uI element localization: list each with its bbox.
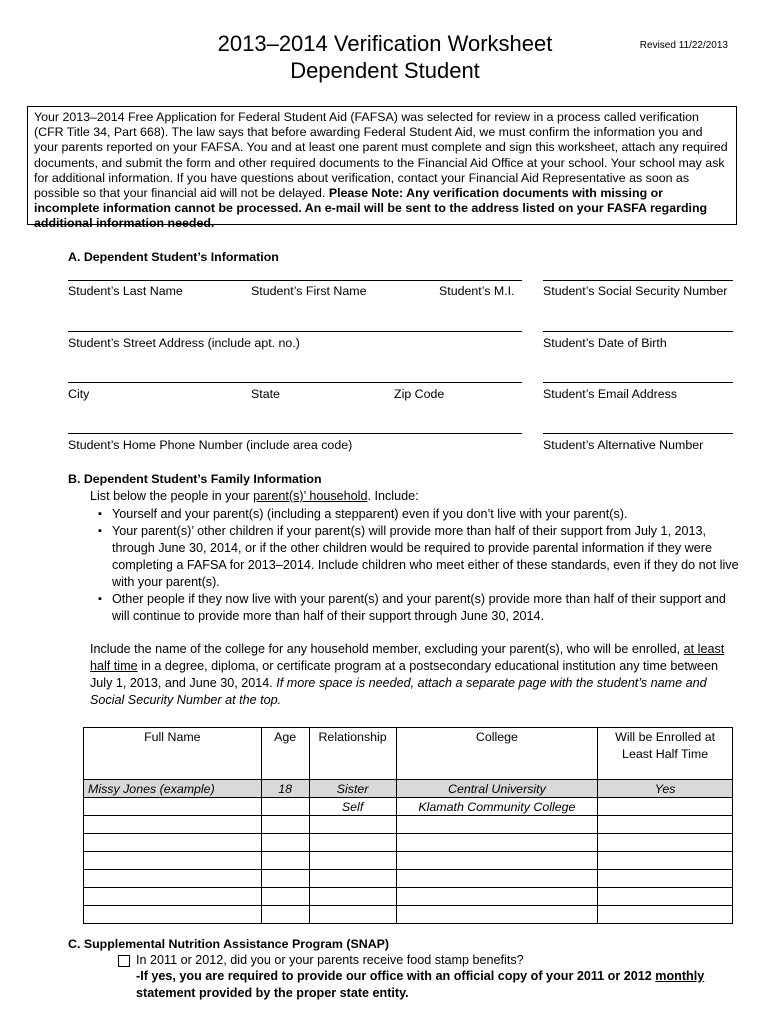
table-row (84, 834, 733, 852)
name-line[interactable] (68, 280, 522, 281)
col-age: Age (261, 728, 309, 780)
section-b-heading: B. Dependent Student’s Family Information (68, 472, 322, 486)
table-row (84, 888, 733, 906)
city-state-zip-line[interactable] (68, 382, 522, 383)
section-c-heading: C. Supplemental Nutrition Assistance Program (SNAP) (68, 937, 390, 951)
mi-label: Student’s M.I. (439, 284, 515, 298)
table-header-row (84, 728, 733, 780)
street-label: Student’s Street Address (include apt. no.) (68, 336, 300, 350)
home-phone-line[interactable] (68, 433, 522, 434)
email-label: Student’s Email Address (543, 387, 678, 401)
bullet-item: ▪ Yourself and your parent(s) (including a stepparent) even if you don’t live with your parent(s). (90, 506, 740, 523)
last-name-label: Student’s Last Name (68, 284, 183, 298)
col-full-name: Full Name (84, 728, 262, 780)
table-row (84, 906, 733, 924)
dob-label: Student’s Date of Birth (543, 336, 667, 350)
table-row-example: Missy Jones (example) 18 Sister Central University Yes (84, 780, 733, 798)
intro-text: Your 2013–2014 Free Application for Federal Student Aid (FAFSA) was selected for review in a process called verification (CFR Title 34, Part 668). The law says that before awarding Federal Student Aid, we must confirm the information you and your parents reported on your FAFSA. You and at least one parent must complete and sign this worksheet, attach any required documents, and submit the form and other required documents to the Financial Aid Office at your school. Your school may ask for additional information. If you have questions about verification, contact your Financial Aid Representative as soon as possible so that your financial aid will not be delayed. (34, 110, 728, 201)
intro-note: Please Note: Any verification documents with missing or incomplete information cannot be processed. An e-mail will be sent to the address listed on your FASFA regarding additional information needed. (34, 186, 708, 231)
col-college: College (396, 728, 598, 780)
college-paragraph: Include the name of the college for any household member, excluding your parent(s), who will be enrolled, at least half time in a degree, diploma, or certificate program at a postsecondary educational institution any time between July 1, 2013, and June 30, 2014. If more space is needed, attach a separate page with the student’s name and Social Security Number at the top. (90, 642, 725, 707)
page-subtitle: Dependent Student (290, 58, 480, 83)
table-row (84, 816, 733, 834)
alt-number-label: Student’s Alternative Number (543, 438, 704, 452)
bullet-item: ▪ Other people if they now live with your parent(s) and your parent(s) provide more than half of their support and will continue to provide more than half of their support through June 30, 2014. (90, 591, 740, 625)
email-line[interactable] (543, 382, 733, 383)
page-title: 2013–2014 Verification Worksheet (217, 31, 553, 56)
section-a-heading: A. Dependent Student’s Information (68, 250, 279, 264)
table-row: Self Klamath Community College (84, 798, 733, 816)
ssn-line[interactable] (543, 280, 733, 281)
table-row (84, 852, 733, 870)
snap-question: In 2011 or 2012, did you or your parents receive food stamp benefits? (136, 953, 524, 967)
ssn-label: Student’s Social Security Number (543, 284, 728, 298)
revision-date: Revised 11/22/2013 (639, 40, 728, 51)
state-label: State (251, 387, 280, 401)
household-bullets (90, 506, 740, 625)
first-name-label: Student’s First Name (251, 284, 367, 298)
bullet-item: ▪ Your parent(s)’ other children if your parent(s) will provide more than half of their support from July 1, 2013, through June 30, 2014, or if the other children would be required to provide parental information if they were completing a FAFSA for 2013–2014. Include children who meet either of these standards, even if they do not live with your parent(s). (90, 523, 740, 591)
col-relationship: Relationship (309, 728, 396, 780)
household-instruction: List below the people in your parent(s)’ household. Include: (90, 489, 419, 503)
zip-label: Zip Code (394, 387, 445, 401)
home-phone-label: Student’s Home Phone Number (include area code) (68, 438, 353, 452)
household-table (83, 727, 733, 924)
street-line[interactable] (68, 331, 522, 332)
intro-box (27, 106, 737, 231)
col-enrolled: Will be Enrolled at Least Half Time (598, 728, 733, 780)
snap-instruction: -If yes, you are required to provide our office with an official copy of your 2011 or 2012 monthly statement provided by the proper state entity. (136, 969, 705, 1000)
dob-line[interactable] (543, 331, 733, 332)
snap-checkbox[interactable] (118, 955, 130, 967)
city-label: City (68, 387, 90, 401)
alt-number-line[interactable] (543, 433, 733, 434)
table-row (84, 870, 733, 888)
